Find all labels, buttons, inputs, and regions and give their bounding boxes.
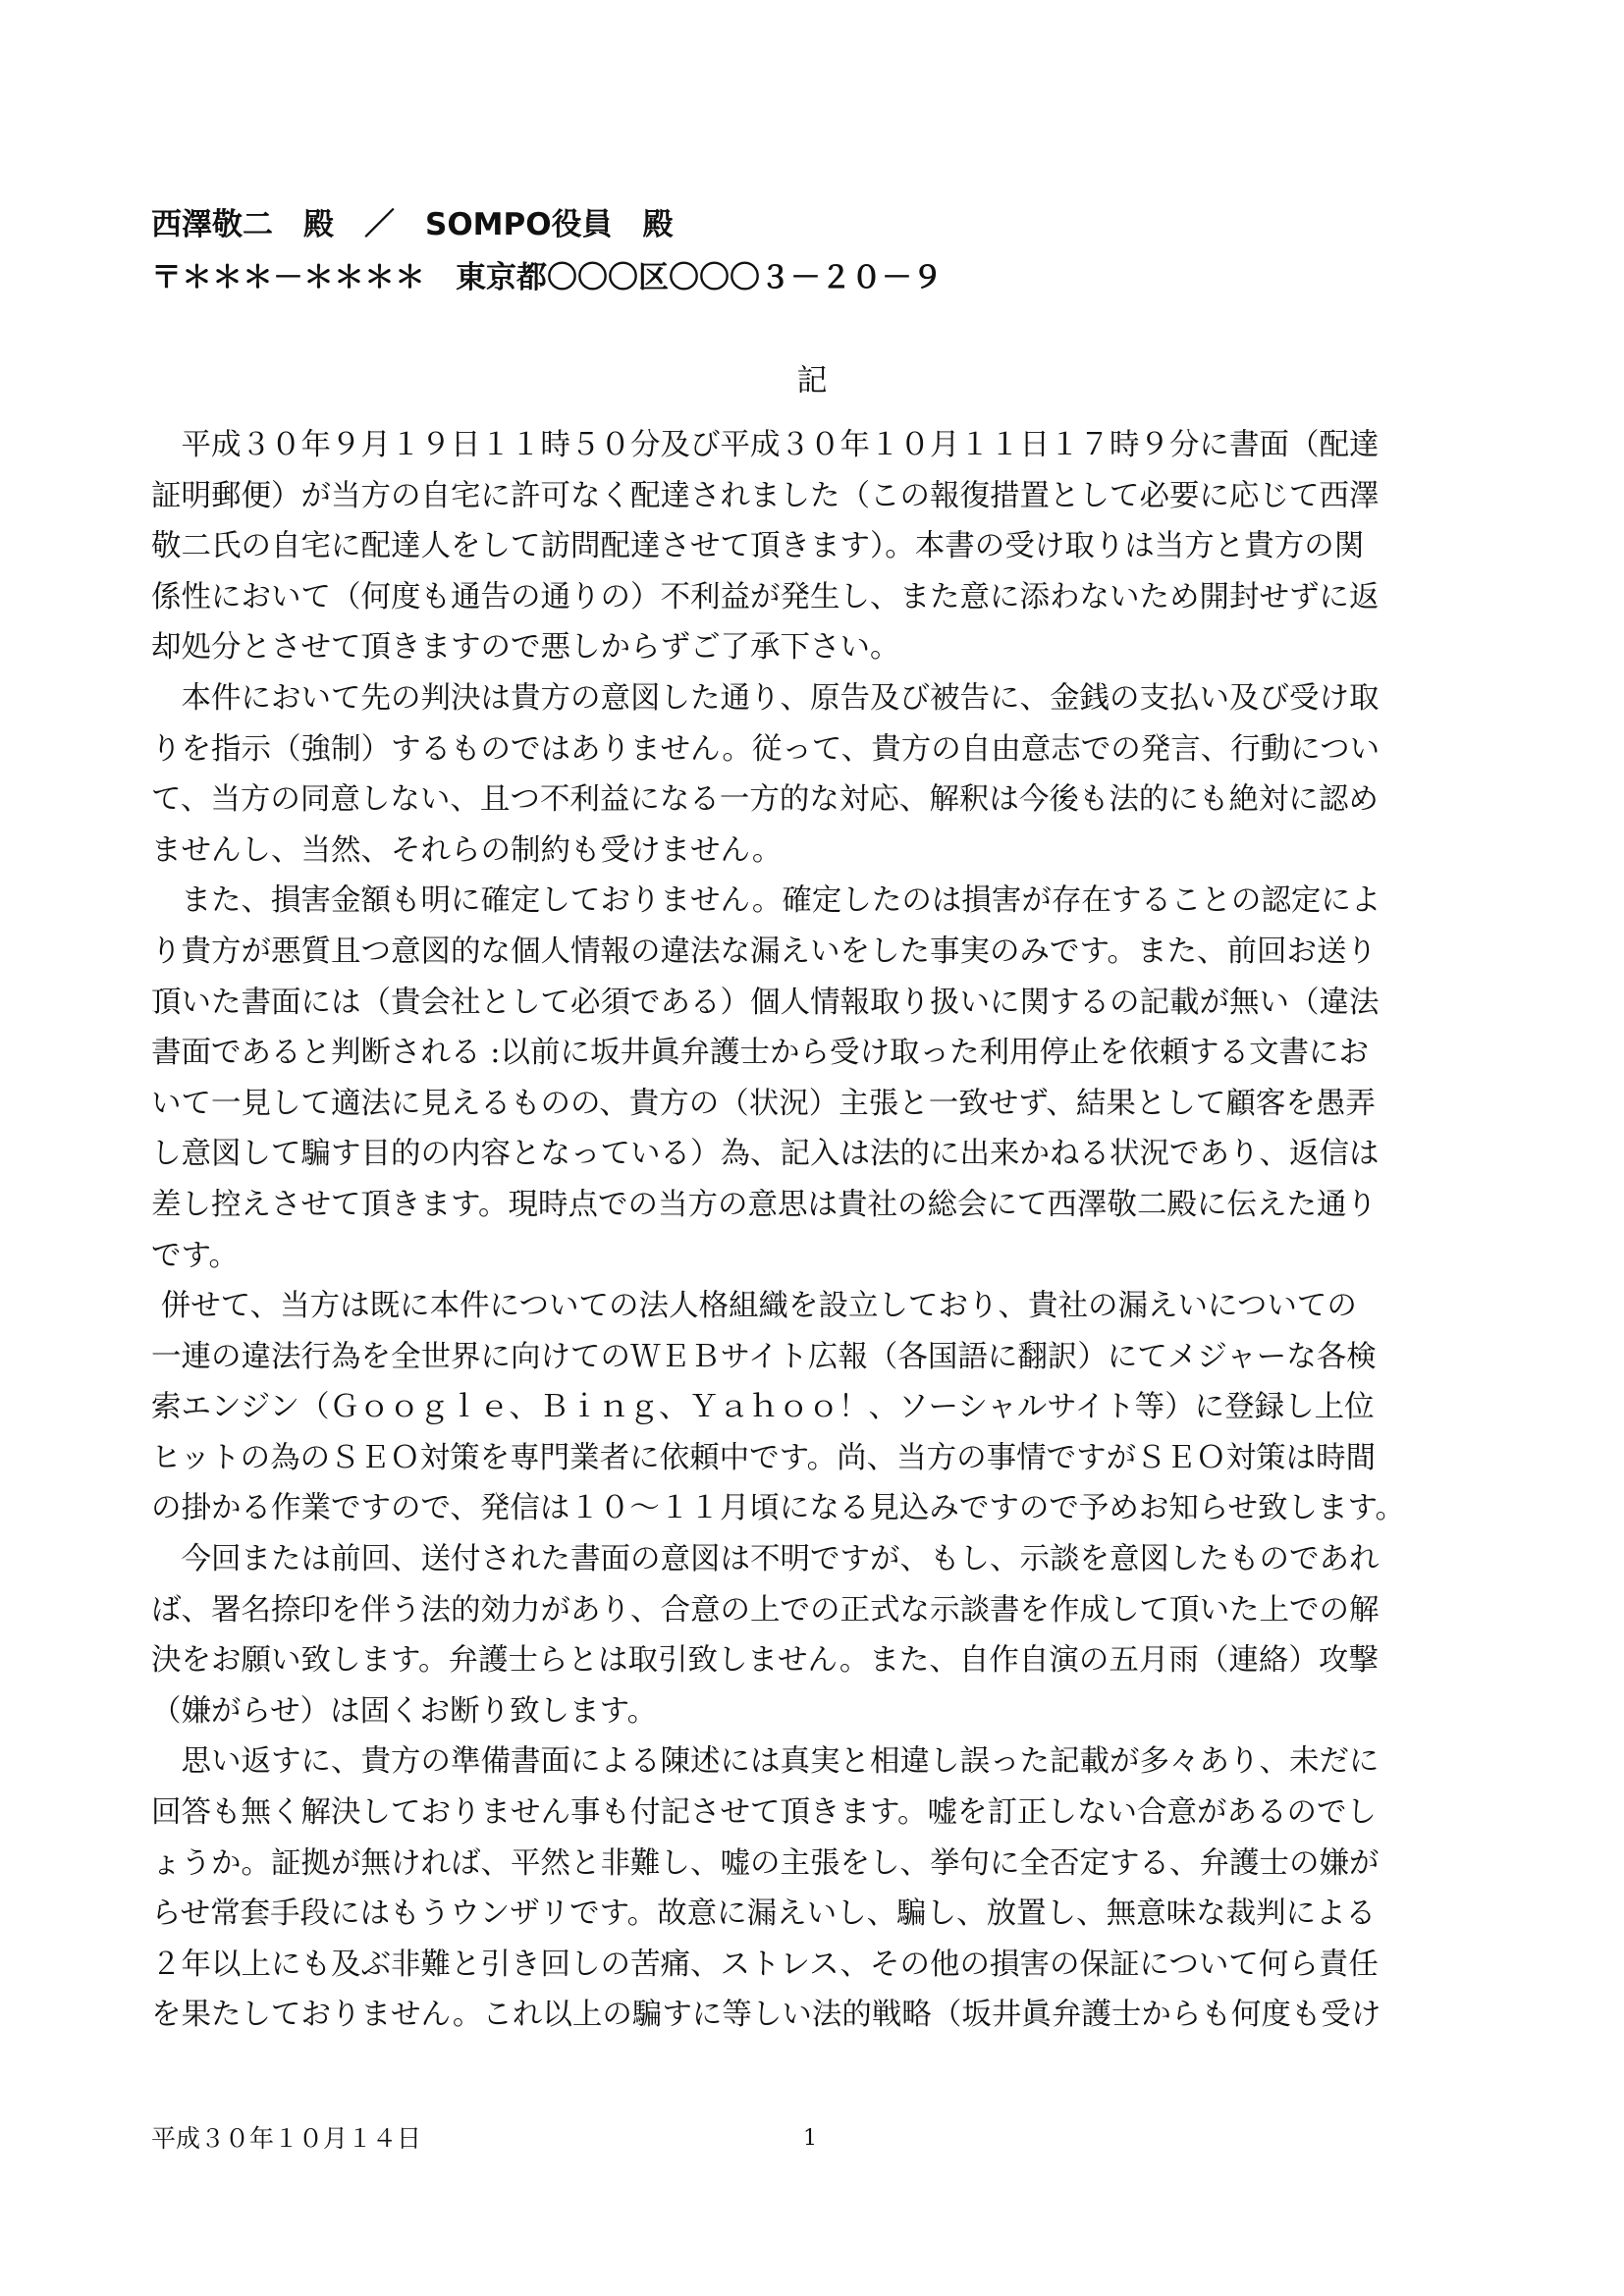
body-line: 併せて、当方は既に本件についての法人格組織を設立しており、貴社の漏えいについての (151, 1289, 1357, 1324)
body-line: 係性において（何度も通告の通りの）不利益が発生し、また意に添わないため開封せずに返 (151, 579, 1380, 614)
body-line: 一連の違法行為を全世界に向けてのＷＥＢサイト広報（各国語に翻訳）にてメジャーな各検 (151, 1339, 1377, 1374)
body-line: し意図して騙す目的の内容となっている）為、記入は法的に出来かねる状況であり、返信は (151, 1137, 1380, 1172)
body-line: 敬二氏の自宅に配達人をして訪問配達させて頂きます）。本書の受け取りは当方と貴方の関 (151, 529, 1365, 564)
addressee-name: 西澤敬二 殿 ／ SOMPO役員 殿 (151, 207, 674, 242)
addressee-address: 〒＊＊＊－＊＊＊＊ 東京都〇〇〇区〇〇〇３－２０－９ (151, 260, 943, 295)
body-line: 証明郵便）が当方の自宅に許可なく配達されました（この報復措置として必要に応じて西澤 (151, 478, 1380, 513)
body-line: 決をお願い致します。弁護士らとは取引致しません。また、自作自演の五月雨（連絡）攻撃 (151, 1643, 1379, 1679)
body-line: ヒットの為のＳＥＯ対策を専門業者に依頼中です。尚、当方の事情ですがＳＥＯ対策は時間 (151, 1440, 1377, 1475)
body-line: ませんし、当然、それらの制約も受けません。 (151, 832, 783, 868)
body-line: です。 (151, 1238, 240, 1273)
body-line: 索エンジン（Ｇｏｏｇｌｅ、Ｂｉｎｇ、Ｙａｈｏｏ！、ソーシャルサイト等）に登録し上位 (151, 1390, 1375, 1425)
body-line: り貴方が悪質且つ意図的な個人情報の違法な漏えいをした事実のみです。また、前回お送り (151, 934, 1378, 969)
body-line: りを指示（強制）するものではありません。従って、貴方の自由意志での発言、行動につい (151, 731, 1380, 767)
body-line: の掛かる作業ですので、発信は１０～１１月頃になる見込みですので予めお知らせ致します。 (151, 1491, 1406, 1526)
body-line: 却処分とさせて頂きますので悪しからずご了承下さい。 (151, 630, 900, 666)
body-line: 回答も無く解決しておりません事も付記させて頂きます。嘘を訂正しない合意があるのでし (151, 1795, 1378, 1831)
body-line: また、損害金額も明に確定しておりません。確定したのは損害が存在することの認定によ (151, 883, 1381, 919)
document-body (151, 420, 1496, 2041)
page-number: 1 (803, 2126, 817, 2151)
body-line: らせ常套手段にはもうウンザリです。故意に漏えいし、騙し、放置し、無意味な裁判による (151, 1896, 1377, 1932)
body-line: ょうか。証拠が無ければ、平然と非難し、嘘の主張をし、挙句に全否定する、弁護士の嫌が (151, 1845, 1380, 1881)
body-line: （嫌がらせ）は固くお断り致します。 (151, 1693, 658, 1729)
body-line: 頂いた書面には（貴会社として必須である）個人情報取り扱いに関するの記載が無い（違法 (151, 985, 1380, 1020)
body-line: ２年以上にも及ぶ非難と引き回しの苦痛、ストレス、その他の損害の保証について何ら責任 (151, 1947, 1379, 1982)
body-line: を果たしておりません。これ以上の騙すに等しい法的戦略（坂井眞弁護士からも何度も受け (151, 1998, 1381, 2033)
body-line: 今回または前回、送付された書面の意図は不明ですが、もし、示談を意図したものであれ (151, 1542, 1380, 1577)
body-line: 書面であると判断される :以前に坂井眞弁護士から受け取った利用停止を依頼する文書にお (151, 1036, 1369, 1071)
document-heading: 記 (796, 363, 828, 399)
body-line: 平成３０年９月１９日１１時５０分及び平成３０年１０月１１日１７時９分に書面（配達 (151, 428, 1380, 462)
footer-date: 平成３０年１０月１４日 (151, 2124, 422, 2153)
body-line: 差し控えさせて頂きます。現時点での当方の意思は貴社の総会にて西澤敬二殿に伝えた通り (151, 1187, 1378, 1222)
body-line: いて一見して適法に見えるものの、貴方の（状況）主張と一致せず、結果として顧客を愚弄 (151, 1086, 1376, 1121)
body-line: 本件において先の判決は貴方の意図した通り、原告及び被告に、金銭の支払い及び受け取 (151, 680, 1380, 716)
body-line: 思い返すに、貴方の準備書面による陳述には真実と相違し誤った記載が多々あり、未だに (151, 1744, 1380, 1780)
body-line: て、当方の同意しない、且つ不利益になる一方的な対応、解釈は今後も法的にも絶対に認め (151, 782, 1379, 818)
body-line: ば、署名捺印を伴う法的効力があり、合意の上での正式な示談書を作成して頂いた上での解 (151, 1592, 1380, 1628)
